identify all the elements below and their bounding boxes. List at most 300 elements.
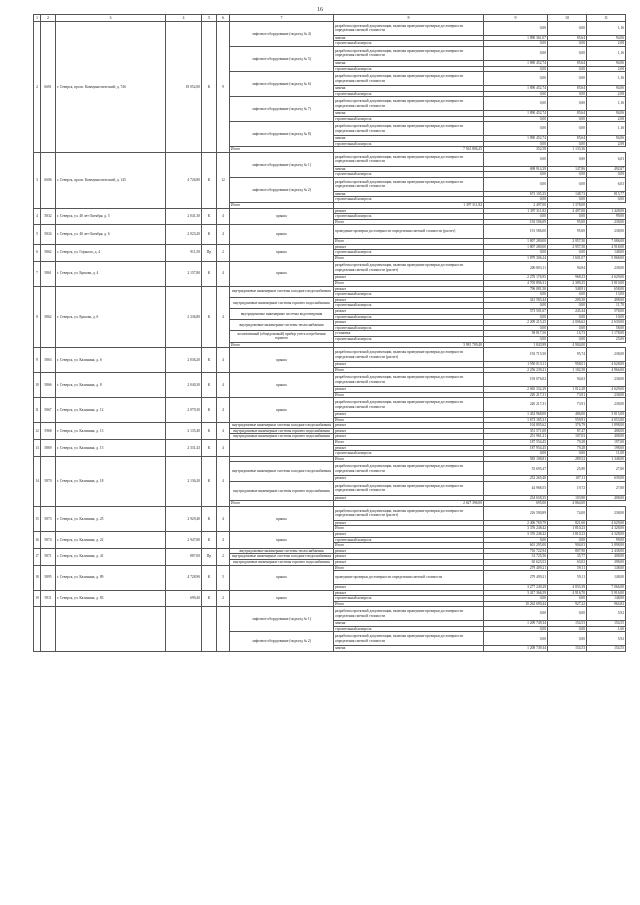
cost-limit: 94,06: [587, 60, 626, 66]
cost-total: 0,00: [484, 325, 548, 331]
cost-per-sqm: 0,00: [548, 41, 587, 47]
col-header: 3: [56, 15, 166, 22]
work-type: замена: [334, 166, 484, 172]
table-row: [34, 531, 626, 537]
cost-limit: 578,00: [587, 308, 626, 314]
cost-limit: 1,16: [587, 97, 626, 111]
cost-total: 0,00: [484, 47, 548, 61]
table-row: [34, 348, 626, 362]
cost-total: 1 890 452,74: [484, 60, 548, 66]
work-type: Итого: [230, 147, 334, 153]
house-code: 5866: [41, 373, 56, 398]
cost-per-sqm: 85,64: [548, 60, 587, 66]
cost-per-sqm: 2 957,50: [548, 239, 587, 245]
house-address: г. Северск, ул. Калинина, д. 8: [56, 373, 166, 398]
cost-limit: 238,00: [587, 225, 626, 239]
cost-per-sqm: 0,00: [548, 97, 587, 111]
work-type: разработка проектной документации, включая проведение проверки достоверности определения сметной стоимости (расчет): [334, 506, 484, 520]
col-header: 9: [484, 15, 548, 22]
wall-material: К: [202, 373, 217, 398]
cost-total: 251 961,21: [484, 434, 548, 440]
cost-limit: 1 898,00: [587, 423, 626, 429]
cost-total: 0,00: [484, 303, 548, 309]
cost-total: 573 501,67: [484, 308, 548, 314]
cost-limit: 148,00: [587, 565, 626, 571]
cost-limit: 154,55: [587, 646, 626, 652]
wall-material: К: [202, 531, 217, 548]
work-type: замена: [334, 35, 484, 41]
work-type: разработка проектной документации, включая проведение проверки достоверности определения сметной стоимости: [334, 122, 484, 136]
cost-per-sqm: 74,00: [548, 506, 587, 520]
work-type: Итого: [334, 565, 484, 571]
row-number: 10: [34, 373, 41, 398]
cost-per-sqm: 821,60: [548, 520, 587, 526]
repair-object: крыша: [230, 506, 334, 531]
house-area: 911,50: [166, 244, 202, 261]
work-type: ремонт: [334, 495, 484, 501]
cost-limit: 7 066,00: [587, 584, 626, 590]
cost-limit: 2,08: [587, 66, 626, 72]
house-address: г. Северск, ул. Ершова, д. 4: [56, 261, 166, 286]
cost-total: 104 805,62: [484, 423, 548, 429]
cost-total: 0,00: [484, 596, 548, 602]
row-number: 17: [34, 548, 41, 565]
wall-material: К: [202, 152, 217, 208]
row-number: [34, 607, 41, 652]
cost-per-sqm: 0,00: [548, 91, 587, 97]
table-row: [34, 398, 626, 412]
house-area: 2 157,80: [166, 261, 202, 286]
cost-limit: 492,87: [587, 166, 626, 172]
cost-limit: 1 178,00: [587, 331, 626, 337]
cost-limit: 4 918,00: [587, 244, 626, 250]
row-number: 6: [34, 244, 41, 261]
table-row: [34, 607, 626, 621]
cost-limit: 148,00: [587, 250, 626, 256]
cost-total: 31 725,56: [484, 554, 548, 560]
table-row: [34, 440, 626, 446]
floors-count: 4: [217, 261, 230, 286]
work-type: разработка проектной документации, включая проведение проверки достоверности определения сметной стоимости: [334, 177, 484, 191]
wall-material: К: [202, 506, 217, 531]
cost-limit: 27,00: [587, 462, 626, 476]
table-row: [34, 261, 626, 275]
cost-total: 2 627 396,00: [334, 501, 484, 507]
table-row: [34, 152, 626, 166]
cost-total: 1 890 452,74: [484, 111, 548, 117]
col-header: 11: [587, 15, 626, 22]
repair-object: внутридомовые инженерные системы теплоснабжения: [230, 548, 334, 554]
cost-total: 0,00: [484, 626, 548, 632]
row-number: 4: [34, 208, 41, 225]
cost-per-sqm: 4 833,39: [548, 584, 587, 590]
cost-per-sqm: 25,90: [548, 462, 587, 476]
cost-total: 0,00: [484, 314, 548, 320]
col-header: 2: [41, 15, 56, 22]
work-type: разработка проектной документации, включая проведение проверки достоверности определения сметной стоимости: [334, 398, 484, 412]
cost-total: 3 376 248,42: [484, 531, 548, 537]
work-type: строительный контроль: [334, 325, 484, 331]
cost-total: 0,00: [484, 72, 548, 86]
cost-per-sqm: 348,91: [548, 286, 587, 292]
cost-per-sqm: 968,23: [548, 275, 587, 281]
work-type: Итого: [334, 392, 484, 398]
cost-total: 252 265,40: [484, 476, 548, 482]
work-type: Итого: [334, 219, 484, 225]
work-type: ремонт: [334, 520, 484, 526]
table-row: [34, 225, 626, 239]
cost-limit: 4 328,00: [587, 526, 626, 532]
cost-limit: 6,03: [587, 152, 626, 166]
work-type: Итого: [334, 543, 484, 549]
cost-total: 65 623,53: [484, 559, 548, 565]
house-area: 2 040,30: [166, 373, 202, 398]
wall-material: К: [202, 348, 217, 373]
house-area: [166, 607, 202, 652]
cost-limit: 1,60: [587, 626, 626, 632]
house-address: г. Северск, ул. Калинина, д. 83: [56, 590, 166, 607]
cost-per-sqm: 904,03: [548, 543, 587, 549]
repair-object: лифтовое оборудование (подъезд № 1): [230, 607, 334, 632]
floors-count: 4: [217, 440, 230, 457]
house-area: 18 052,00: [166, 22, 202, 153]
house-area: 2 929,40: [166, 506, 202, 531]
house-code: 5871: [41, 548, 56, 565]
cost-total: 53 695,47: [484, 462, 548, 476]
house-area: 2 041,30: [166, 208, 202, 225]
repair-object: крыша: [230, 590, 334, 607]
work-type: проведение проверки достоверности определения сметной стоимости: [334, 571, 484, 585]
cost-total: 0,00: [484, 537, 548, 543]
work-type: разработка проектной документации, включая проведение проверки достоверности определения сметной стоимости (расчет): [334, 348, 484, 362]
table-row: [34, 506, 626, 520]
repair-object: лифтовое оборудование (подъезд № 7): [230, 97, 334, 122]
cost-per-sqm: 0,00: [548, 336, 587, 342]
cost-per-sqm: 63,02: [548, 559, 587, 565]
work-type: ремонт: [334, 548, 484, 554]
repair-object: крыша: [230, 398, 334, 423]
cost-total: 187 554,45: [484, 440, 548, 446]
work-type: строительный контроль: [334, 91, 484, 97]
cost-limit: 238,00: [587, 219, 626, 225]
cost-total: 583 108,81: [484, 456, 548, 462]
house-area: 887,00: [166, 548, 202, 565]
cost-per-sqm: 0,00: [548, 292, 587, 298]
work-type: строительный контроль: [334, 116, 484, 122]
cost-limit: 5 916,00: [587, 590, 626, 596]
cost-total: 1 807 280,00: [484, 244, 548, 250]
cost-per-sqm: 79,28: [548, 445, 587, 451]
cost-per-sqm: 958,01: [548, 361, 587, 367]
cost-per-sqm: 0,00: [548, 303, 587, 309]
cost-per-sqm: 559,91: [548, 417, 587, 423]
cost-per-sqm: 1 810,23: [548, 526, 587, 532]
house-area: 2 023,20: [166, 225, 202, 244]
work-type: разработка проектной документации, включая проведение проверки достоверности определения сметной стоимости: [334, 72, 484, 86]
house-code: 5863: [41, 348, 56, 373]
repair-object: внутридомовые инженерные системы холодного водоснабжения: [230, 423, 334, 429]
house-code: 5873: [41, 506, 56, 531]
cost-limit: 198,00: [587, 445, 626, 451]
work-type: разработка проектной документации, включая проведение проверки достоверности определения сметной стоимости: [334, 373, 484, 387]
cost-per-sqm: 85,64: [548, 35, 587, 41]
cost-per-sqm: 1 012,28: [548, 387, 587, 393]
house-address: г. Северск, ул. Калинина, д. 89: [56, 565, 166, 590]
table-row: [34, 373, 626, 387]
cost-limit: 2,08: [587, 91, 626, 97]
cost-per-sqm: 94,84: [548, 261, 587, 275]
cost-total: 0,00: [484, 97, 548, 111]
cost-limit: 7 086,00: [587, 239, 626, 245]
cost-total: 0,00: [484, 632, 548, 646]
col-header: 8: [334, 15, 484, 22]
cost-per-sqm: 376,79: [548, 423, 587, 429]
work-type: ремонт: [334, 297, 484, 303]
house-address: г. Северск, ул. 40 лет Октября, д. 5: [56, 208, 166, 225]
cost-per-sqm: 2 957,50: [548, 244, 587, 250]
house-code: 6606: [41, 152, 56, 208]
cost-total: 0,00: [484, 607, 548, 621]
work-type: строительный контроль: [334, 537, 484, 543]
cost-total: 1 209 749,34: [484, 621, 548, 627]
house-address: г. Северск, ул. 40 лет Октября, д. 6: [56, 225, 166, 244]
cost-per-sqm: 0,00: [548, 22, 587, 36]
work-type: замена: [334, 85, 484, 91]
cost-limit: 25,00: [587, 336, 626, 342]
cost-limit: 58,00: [587, 325, 626, 331]
cost-total: 601 295,00: [484, 543, 548, 549]
cost-per-sqm: 73,91: [548, 392, 587, 398]
cost-limit: 13,00: [587, 292, 626, 298]
cost-per-sqm: 19,72: [548, 481, 587, 495]
cost-limit: 2 438,00: [587, 548, 626, 554]
house-code: 5862: [41, 244, 56, 261]
wall-material: К: [202, 286, 217, 348]
work-type: разработка проектной документации, включая проведение проверки достоверности определения сметной стоимости: [334, 22, 484, 36]
table-row: [34, 565, 626, 571]
repair-object: внутридомовые инженерные системы теплоснабжения: [230, 320, 334, 331]
work-type: замена: [334, 136, 484, 142]
cost-total: 0,00: [484, 336, 548, 342]
row-number: 14: [34, 456, 41, 506]
house-area: 2 036,20: [166, 348, 202, 373]
work-type: ремонт: [334, 434, 484, 440]
work-type: ремонт: [334, 423, 484, 429]
cost-total: 187 954,45: [484, 445, 548, 451]
cost-total: 220 217,31: [484, 398, 548, 412]
repair-object: лифтовое оборудование (подъезд № 6): [230, 72, 334, 97]
cost-limit: 4 328,00: [587, 531, 626, 537]
cost-total: 2 406 769,79: [484, 520, 548, 526]
cost-total: 1 890 452,74: [484, 136, 548, 142]
cost-limit: 408,00: [587, 434, 626, 440]
house-code: 5870: [41, 456, 56, 506]
cost-per-sqm: 0,00: [548, 314, 587, 320]
floors-count: 4: [217, 225, 230, 244]
cost-total: 1 807 280,00: [484, 239, 548, 245]
house-address: г. Северск, ул. Горького, д. 4: [56, 244, 166, 261]
cost-limit: 4 628,00: [587, 361, 626, 367]
work-type: ремонт: [334, 361, 484, 367]
house-code: 6601: [41, 22, 56, 153]
table-row: [34, 286, 626, 292]
repair-object: крыша: [230, 531, 334, 548]
cost-limit: 0,00: [587, 172, 626, 178]
repair-object: лифтовое оборудование (подъезд № 5): [230, 47, 334, 72]
col-header: 5: [202, 15, 217, 22]
table-row: [34, 423, 626, 429]
work-type: строительный контроль: [334, 250, 484, 256]
cost-total: 4 705 896,31: [484, 280, 548, 286]
work-type: Итого: [334, 440, 484, 446]
house-area: 2 336,80: [166, 286, 202, 348]
floors-count: 9: [217, 22, 230, 153]
work-type: ремонт: [334, 531, 484, 537]
cost-total: 0,00: [484, 197, 548, 203]
repair-object: внутридомовые инженерные системы холодного водоснабжения: [230, 286, 334, 297]
cost-limit: 1,16: [587, 122, 626, 136]
cost-limit: 1,16: [587, 72, 626, 86]
cost-per-sqm: 1 843,99: [484, 342, 548, 348]
cost-limit: 238,00: [587, 261, 626, 275]
cost-total: 7 561 806,25: [334, 147, 484, 153]
table-row: [34, 22, 626, 36]
cost-total: 0,00: [484, 451, 548, 457]
cost-total: 0,00: [484, 22, 548, 36]
cost-per-sqm: 2 497,00: [548, 208, 587, 214]
work-type: строительный контроль: [334, 66, 484, 72]
work-type: разработка проектной документации, включая проведение проверки достоверности определения сметной стоимости (расчет): [334, 261, 484, 275]
work-type: замена: [334, 621, 484, 627]
cost-limit: 2,08: [587, 116, 626, 122]
cost-limit: 94,06: [587, 136, 626, 142]
work-type: строительный контроль: [334, 41, 484, 47]
cost-total: 1 890 361,07: [484, 35, 548, 41]
row-number: 9: [34, 348, 41, 373]
work-type: строительный контроль: [334, 336, 484, 342]
wall-material: К: [202, 456, 217, 506]
house-area: 4 728,90: [166, 565, 202, 590]
house-area: 2 136,20: [166, 456, 202, 506]
row-number: 16: [34, 531, 41, 548]
floors-count: 4: [217, 456, 230, 506]
cost-limit: 99,00: [587, 537, 626, 543]
cost-limit: 4 866,00: [587, 367, 626, 373]
cost-per-sqm: 85,64: [548, 85, 587, 91]
cost-total: 0,00: [484, 292, 548, 298]
cost-total: 0,00: [484, 41, 548, 47]
cost-total: 351 571,00: [484, 428, 548, 434]
cost-limit: 1 378,00: [548, 202, 587, 208]
house-code: [41, 607, 56, 652]
repair-object: лифтовое оборудование (подъезд № 1): [230, 152, 334, 177]
floors-count: 4: [217, 398, 230, 423]
work-type: разработка проектной документации, включая проведение проверки достоверности определения сметной стоимости: [334, 462, 484, 476]
house-address: [56, 607, 166, 652]
work-type: Итого: [230, 342, 334, 348]
cost-total: 1 879 306,24: [484, 255, 548, 261]
repair-object: внутридомовые инженерные системы горячего водоснабжения: [230, 481, 334, 500]
work-type: ремонт: [334, 445, 484, 451]
cost-limit: 6,03: [587, 177, 626, 191]
cost-per-sqm: 147,86: [548, 166, 587, 172]
col-header: 6: [217, 15, 230, 22]
cost-limit: 238,00: [587, 506, 626, 520]
table-row: [34, 590, 626, 596]
cost-total: 220 217,31: [484, 392, 548, 398]
cost-limit: 148,00: [587, 571, 626, 585]
work-type: Итого: [230, 202, 334, 208]
work-type: ремонт: [334, 244, 484, 250]
work-type: ремонт: [334, 590, 484, 596]
house-address: г. Северск, ул. Калинина, д. 18: [56, 456, 166, 506]
cost-total: 192 715,50: [484, 348, 548, 362]
cost-per-sqm: 486,00: [548, 412, 587, 418]
wall-material: К: [202, 398, 217, 423]
cost-limit: 2,08: [587, 41, 626, 47]
work-type: Итого: [334, 239, 484, 245]
repair-object: внутридомовые инженерные системы холодного водоснабжения: [230, 462, 334, 481]
cost-total: 0,00: [484, 177, 548, 191]
work-type: разработка проектной документации, включая проведение проверки достоверности определения сметной стоимости: [334, 97, 484, 111]
cost-limit: 1,16: [587, 22, 626, 36]
work-type: строительный контроль: [334, 172, 484, 178]
work-type: строительный контроль: [334, 141, 484, 147]
cost-limit: 94,06: [587, 35, 626, 41]
house-address: г. Северск, ул. Калинина, д. 15: [56, 440, 166, 457]
house-area: 699,40: [166, 590, 202, 607]
cost-limit: 1 428,00: [587, 208, 626, 214]
cost-limit: 148,00: [587, 596, 626, 602]
work-type: замена: [334, 60, 484, 66]
cost-limit: 1 348,00: [587, 456, 626, 462]
wall-material: К: [202, 590, 217, 607]
row-number: 18: [34, 565, 41, 590]
work-type: установка: [334, 331, 484, 337]
cost-total: 44 968,55: [484, 481, 548, 495]
col-header: 1: [34, 15, 41, 22]
floors-count: 2: [217, 244, 230, 261]
work-type: ремонт: [334, 387, 484, 393]
cost-limit: 99,00: [587, 214, 626, 220]
cost-limit: 5,92: [587, 607, 626, 621]
floors-count: 4: [217, 423, 230, 440]
cost-per-sqm: 0,00: [548, 72, 587, 86]
house-code: 5862: [41, 286, 56, 348]
work-type: строительный контроль: [334, 626, 484, 632]
row-number: 7: [34, 261, 41, 286]
cost-total: 279 409,21: [484, 571, 548, 585]
cost-limit: 5,92: [587, 632, 626, 646]
house-area: 2 079,30: [166, 398, 202, 423]
work-type: замена: [334, 191, 484, 197]
repair-object: внутридомовые инженерные системы горячего водоснабжения: [230, 559, 334, 565]
cost-limit: 10,00: [587, 314, 626, 320]
cost-limit: 4 053,00: [587, 417, 626, 423]
repair-object: лифтовое оборудование (подъезд № 2): [230, 632, 334, 651]
floors-count: 12: [217, 152, 230, 208]
cost-per-sqm: 4 916,70: [548, 590, 587, 596]
cost-per-sqm: 103,80: [548, 495, 587, 501]
work-type: ремонт: [334, 208, 484, 214]
cost-limit: 238,00: [587, 398, 626, 412]
repair-object: коллективный (общедомовый) прибор учета потребления горячего: [230, 331, 334, 342]
house-area: 2 947,80: [166, 531, 202, 548]
cost-total: 191 586,00: [484, 225, 548, 239]
page-number: 16: [317, 7, 323, 13]
cost-per-sqm: 1 102,58: [548, 367, 587, 373]
cost-total: 0,00: [484, 116, 548, 122]
